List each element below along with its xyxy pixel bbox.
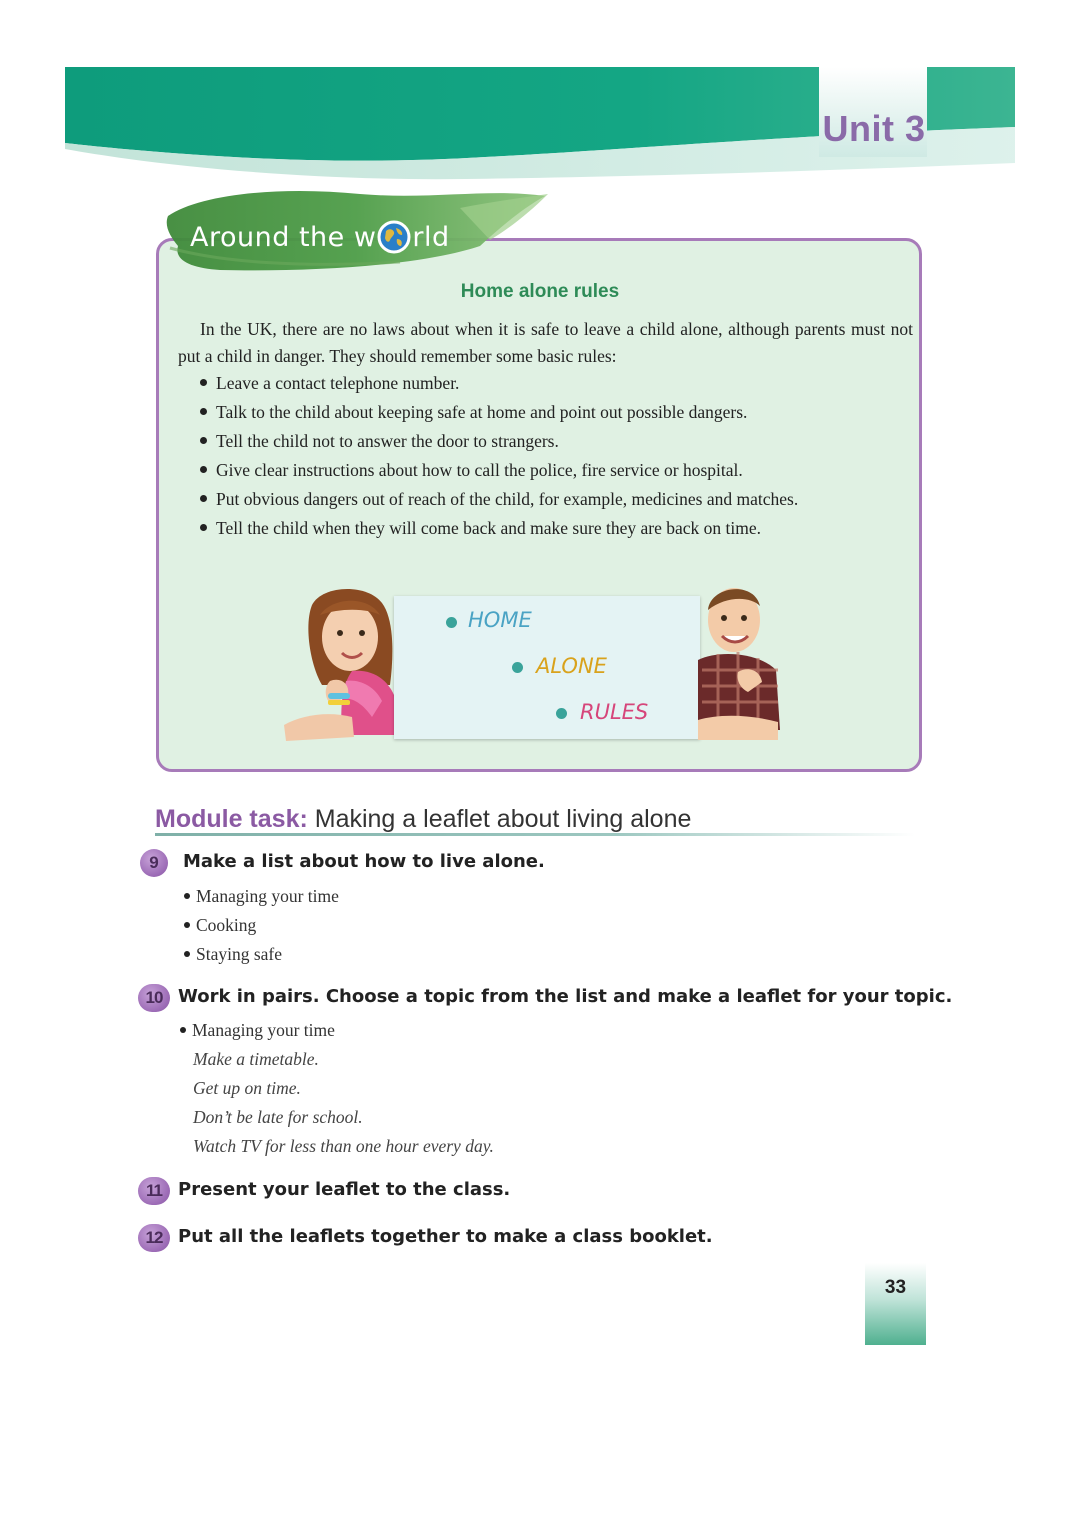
module-task-label: Module task:	[155, 805, 308, 833]
bullet-icon	[200, 466, 207, 473]
bullet-icon	[200, 524, 207, 531]
rule-item: Talk to the child about keeping safe at home and point out possible dangers.	[200, 398, 798, 427]
list-item: Staying safe	[184, 940, 339, 969]
rule-item: Tell the child when they will come back and make sure they are back on time.	[200, 514, 798, 543]
bullet-icon	[512, 662, 523, 673]
bullet-icon	[200, 408, 207, 415]
task-10-list	[180, 1016, 335, 1045]
bullet-icon	[556, 708, 567, 719]
unit-label: Unit 3	[822, 108, 926, 149]
rule-item: Leave a contact telephone number.	[200, 369, 798, 398]
list-item: Cooking	[184, 911, 339, 940]
box-title: Home alone rules	[460, 281, 620, 302]
bullet-icon	[184, 893, 190, 899]
bullet-icon	[200, 379, 207, 386]
bullet-icon	[200, 495, 207, 502]
rule-item: Put obvious dangers out of reach of the child, for example, medicines and matches.	[200, 485, 798, 514]
task-number-12: 12	[138, 1224, 170, 1252]
bullet-icon	[184, 951, 190, 957]
page-number: 33	[884, 1277, 907, 1298]
task-9-text: Make a list about how to live alone.	[183, 851, 545, 872]
banner-text-start: Around the w	[190, 222, 377, 253]
heading-underline	[155, 833, 915, 836]
page-number-tab	[865, 1263, 926, 1345]
bullet-icon	[446, 617, 457, 628]
module-task-heading	[155, 805, 691, 834]
task-number-11: 11	[138, 1177, 170, 1205]
task-10-text: Work in pairs. Choose a topic from the list and make a leaflet for your topic.	[178, 986, 953, 1007]
bullet-icon	[180, 1027, 186, 1033]
girl-illustration	[282, 585, 398, 745]
example-line: Don’t be late for school.	[193, 1107, 363, 1127]
rule-item: Tell the child not to answer the door to strangers.	[200, 427, 798, 456]
intro-paragraph: In the UK, there are no laws about when it is safe to leave a child alone, although parents must not put a child in danger. They should remember some basic rules:	[178, 319, 913, 366]
list-item: Managing your time	[184, 882, 339, 911]
task-number-10: 10	[138, 984, 170, 1012]
task-9-list	[184, 882, 339, 969]
example-line: Watch TV for less than one hour every day.	[193, 1136, 494, 1156]
task-12-text: Put all the leaflets together to make a class booklet.	[178, 1226, 713, 1247]
board-word-rules: RULES	[580, 700, 649, 724]
board-word-home: HOME	[468, 608, 532, 632]
task-10-examples	[193, 1045, 494, 1161]
rules-list	[200, 369, 798, 543]
around-the-world-label	[190, 222, 450, 254]
board-word-alone: ALONE	[536, 654, 607, 678]
boy-illustration	[698, 580, 782, 745]
module-task-title: Making a leaflet about living alone	[314, 805, 692, 833]
globe-icon	[377, 220, 411, 254]
example-line: Get up on time.	[193, 1078, 301, 1098]
banner-text-end: rld	[412, 222, 450, 253]
task-11-text: Present your leaflet to the class.	[178, 1179, 511, 1200]
example-line: Make a timetable.	[193, 1049, 319, 1069]
bullet-icon	[184, 922, 190, 928]
rule-item: Give clear instructions about how to call the police, fire service or hospital.	[200, 456, 798, 485]
task-number-9: 9	[140, 849, 168, 877]
home-alone-rules-board	[394, 596, 700, 739]
list-item: Managing your time	[180, 1016, 335, 1045]
bullet-icon	[200, 437, 207, 444]
